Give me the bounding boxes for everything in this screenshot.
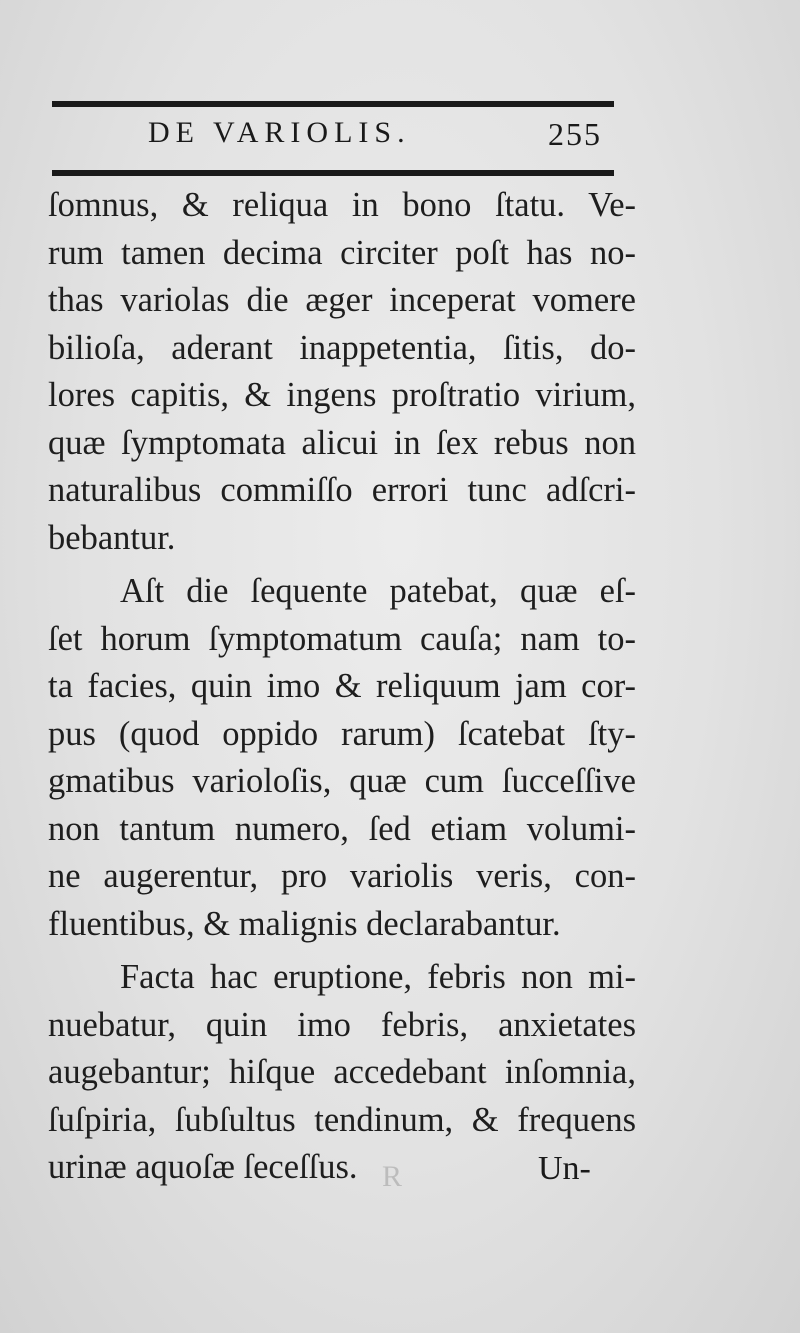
text-line: Aſt die ſequente patebat, quæ eſ- [120, 572, 636, 610]
text-line: bebantur. [48, 518, 176, 557]
text-line: ſuſpiria, ſubſultus tendinum, & frequens [48, 1100, 636, 1139]
text-line: gmatibus varioloſis, quæ cum ſucceſſive [48, 762, 636, 800]
paragraph-2 [48, 568, 636, 948]
text-line: augebantur; hiſque accedebant inſomnia, [48, 1053, 636, 1091]
running-title: DE VARIOLIS. [148, 116, 411, 149]
signature-mark: R [382, 1160, 403, 1193]
text-line: nuebatur, quin imo febris, anxietates [48, 1005, 636, 1044]
paragraph-1 [48, 182, 636, 562]
text-line: naturalibus commiſſo errori tunc adſcri- [48, 471, 636, 509]
text-line: Facta hac eruptione, febris non mi- [120, 958, 636, 996]
text-line: quæ ſymptomata alicui in ſex rebus non [48, 423, 636, 462]
text-line: urinæ aquoſæ ſeceſſus. [48, 1148, 358, 1186]
page-number: 255 [548, 116, 602, 152]
text-line: thas variolas die æger inceperat vomere [48, 281, 636, 319]
text-line: ne augerentur, pro variolis veris, con- [48, 857, 636, 895]
text-line: rum tamen decima circiter poſt has no- [48, 233, 636, 272]
header-rule-top [52, 101, 614, 107]
text-line: ſomnus, & reliqua in bono ſtatu. Ve- [48, 186, 636, 224]
running-head [52, 116, 614, 160]
body-text [48, 182, 636, 1192]
text-line: ſet horum ſymptomatum cauſa; nam to- [48, 619, 636, 658]
text-line: non tantum numero, ſed etiam volumi- [48, 809, 636, 848]
catchword: Un- [538, 1150, 591, 1187]
text-line: lores capitis, & ingens proſtratio virium, [48, 376, 636, 414]
header-rule-bottom [52, 170, 614, 176]
text-line: pus (quod oppido rarum) ſcatebat ſty- [48, 714, 636, 753]
text-line: bilioſa, aderant inappetentia, ſitis, do- [48, 328, 636, 367]
text-line: fluentibus, & malignis declarabantur. [48, 904, 561, 943]
text-line: ta facies, quin imo & reliquum jam cor- [48, 667, 636, 705]
